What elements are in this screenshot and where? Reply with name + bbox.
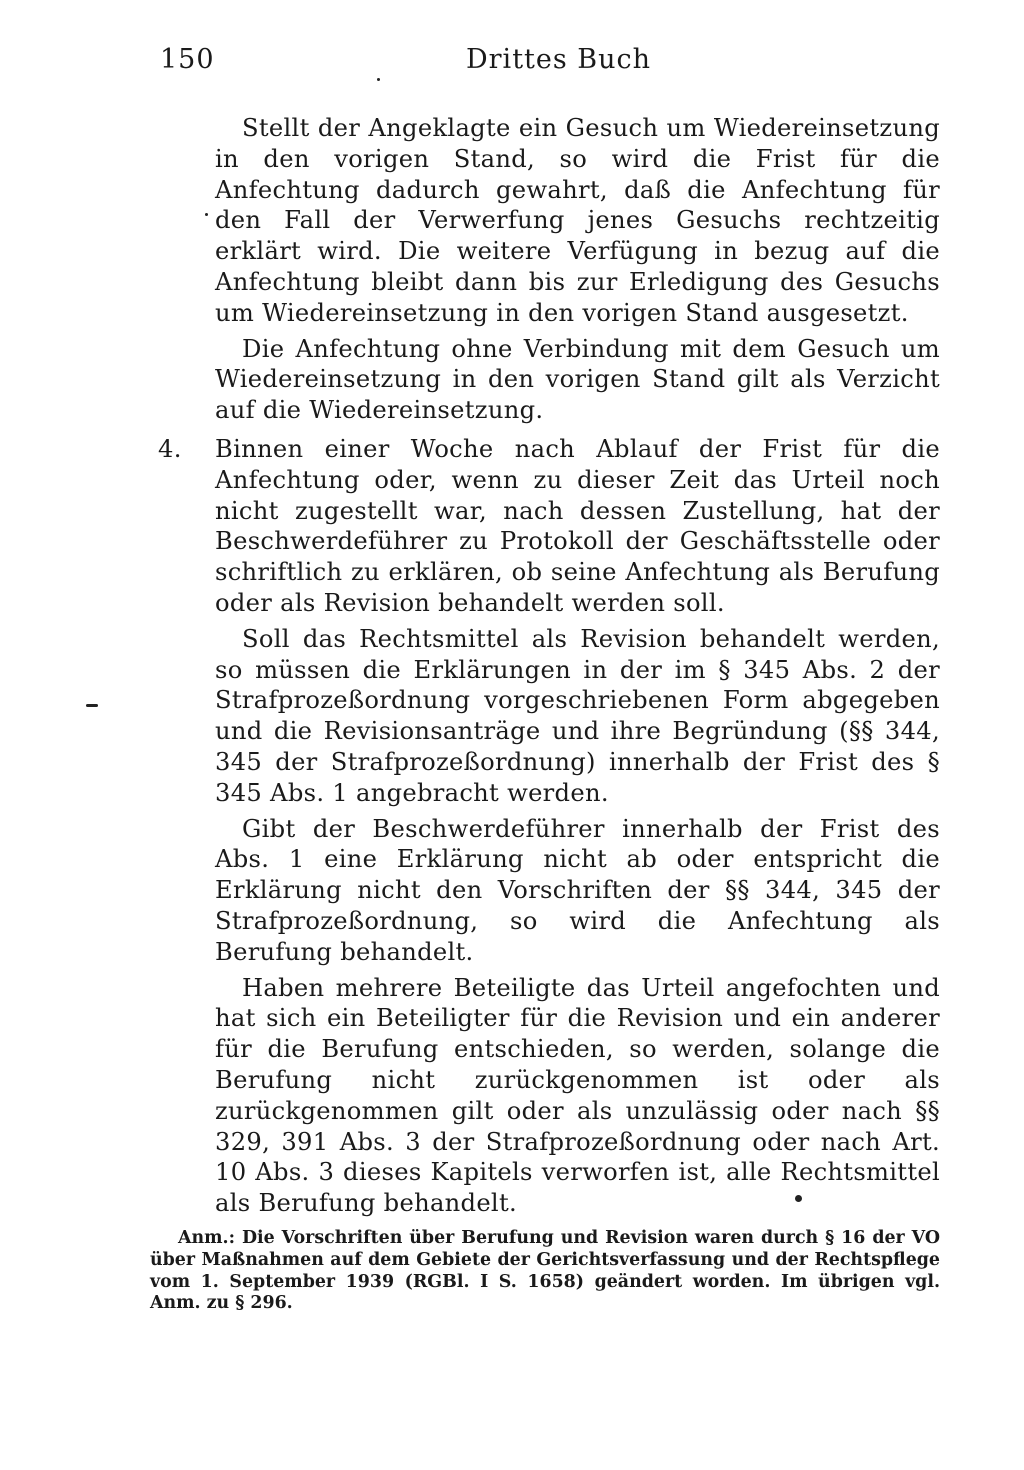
footnote bbox=[150, 1228, 940, 1315]
scan-speck bbox=[205, 213, 208, 216]
paragraph-reinstatement: Stellt der Angeklagte ein Gesuch um Wiedereinsetzung in den vorigen Stand, so wird die Frist für die Anfechtung dadurch gewahrt, daß die Anfechtung für den Fall der Verwerfung jenes Gesuchs rechtzeitig erklärt wird. Die weitere Verfügung in bezug auf die Anfechtung bleibt dann bis zur Erledigung des Gesuchs um Wiedereinsetzung in den vorigen Stand ausgesetzt. bbox=[215, 114, 940, 327]
footnote-label: Anm.: bbox=[178, 1228, 236, 1248]
page-header bbox=[160, 44, 950, 84]
item-text: Binnen einer Woche nach Ablauf der Frist für die Anfechtung oder, wenn zu dieser Zeit das Urteil noch nicht zugestellt war, nach dessen Zustellung, hat der Beschwerdeführer zu Protokoll der Geschäftsstelle oder schriftlich zu erklären, ob seine Anfechtung als Berufung oder als Revision behandelt werden soll. bbox=[215, 434, 940, 617]
paragraph-multiple-parties: Haben mehrere Beteiligte das Urteil angefochten und hat sich ein Beteiligter für die Revision und ein anderer für die Berufung entschieden, so werden, solange die Berufung nicht zurückgenommen ist oder als zurückgenommen gilt oder als unzulässig oder nach §§ 329, 391 Abs. 3 der Strafprozeßordnung oder nach Art. 10 Abs. 3 dieses Kapitels verworfen ist, alle Rechtsmittel als Berufung behandelt. bbox=[215, 973, 940, 1218]
page-number: 150 bbox=[160, 44, 215, 75]
paragraph-default-appeal: Gibt der Beschwerdeführer innerhalb der Frist des Abs. 1 eine Erklärung nicht ab oder entspricht die Erklärung nicht den Vorschriften der §§ 344, 345 der Strafprozeßordnung, so wird die Anfechtung als Berufung behandelt. bbox=[215, 814, 940, 966]
scan-speck bbox=[86, 704, 98, 707]
scan-speck bbox=[377, 78, 380, 81]
paragraph-revision-form: Soll das Rechtsmittel als Revision behandelt werden, so müssen die Erklärungen in der im § 345 Abs. 2 der Strafprozeßordnung vorgeschriebenen Form abgegeben und die Revisionsanträge und ihre Begründung (§§ 344, 345 der Strafprozeßordnung) innerhalb der Frist des § 345 Abs. 1 angebracht werden. bbox=[215, 624, 940, 807]
body-text bbox=[158, 113, 940, 1219]
running-head: Drittes Buch bbox=[466, 44, 652, 75]
footnote-text: Die Vorschriften über Berufung und Revision waren durch § 16 der VO über Maßnahmen auf dem Gebiete der Gerichtsverfassung und der Rechtspflege vom 1. September 1939 (RGBl. I S. 1658) geändert worden. Im übrigen vgl. Anm. zu § 296. bbox=[150, 1228, 940, 1314]
item-number: 4. bbox=[158, 434, 182, 463]
numbered-item-4 bbox=[158, 434, 940, 619]
paragraph-waiver: Die Anfechtung ohne Verbindung mit dem Gesuch um Wiedereinsetzung in den vorigen Stand gilt als Verzicht auf die Wiedereinsetzung. bbox=[215, 334, 940, 425]
scan-speck bbox=[795, 1195, 802, 1202]
